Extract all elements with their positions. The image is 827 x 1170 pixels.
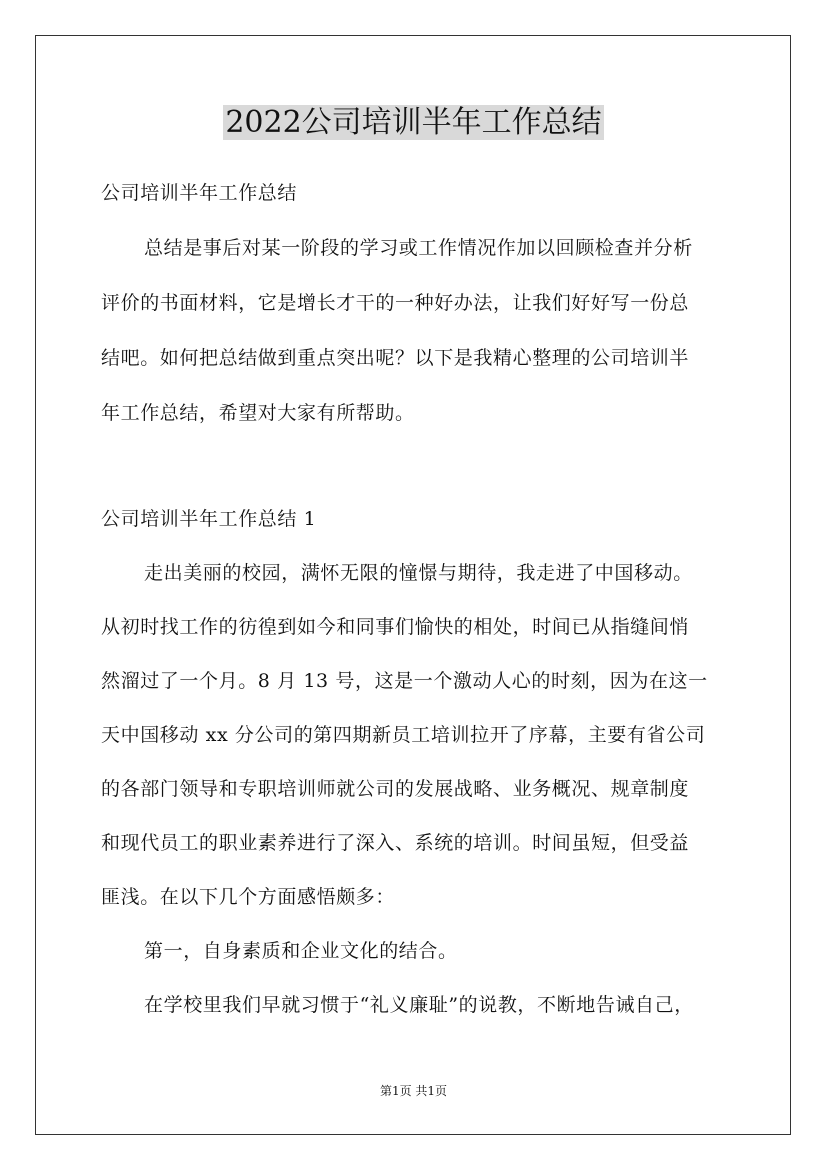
paragraph-line: 第一，自身素质和企业文化的结合。 — [144, 940, 458, 962]
paragraph-line: 和现代员工的职业素养进行了深入、系统的培训。时间虽短，但受益 — [101, 832, 690, 854]
paragraph-line: 走出美丽的校园，满怀无限的憧憬与期待，我走进了中国移动。 — [144, 562, 693, 584]
paragraph-line: 年工作总结，希望对大家有所帮助。 — [101, 402, 415, 424]
document-title-text: 2022公司培训半年工作总结 — [225, 105, 602, 140]
page-footer: 第1页 共1页 — [379, 1084, 448, 1098]
paragraph-line: 从初时找工作的彷徨到如今和同事们愉快的相处，时间已从指缝间悄 — [101, 616, 690, 638]
paragraph-line: 匪浅。在以下几个方面感悟颇多： — [101, 886, 396, 908]
paragraph-line: 总结是事后对某一阶段的学习或工作情况作加以回顾检查并分析 — [144, 237, 693, 259]
paragraph-line: 评价的书面材料，它是增长才干的一种好办法，让我们好好写一份总 — [101, 292, 690, 314]
document-title — [0, 103, 827, 143]
section-heading-intro: 公司培训半年工作总结 — [101, 182, 298, 204]
paragraph-line: 结吧。如何把总结做到重点突出呢？以下是我精心整理的公司培训半 — [101, 347, 690, 369]
paragraph-line: 天中国移动 xx 分公司的第四期新员工培训拉开了序幕，主要有省公司 — [101, 724, 706, 746]
paragraph-line: 的各部门领导和专职培训师就公司的发展战略、业务概况、规章制度 — [101, 778, 690, 800]
paragraph-line: 然溜过了一个月。8 月 13 号，这是一个激动人心的时刻，因为在这一 — [101, 670, 708, 692]
paragraph-line: 在学校里我们早就习惯于“礼义廉耻”的说教，不断地告诫自己， — [144, 994, 694, 1016]
section-heading-1: 公司培训半年工作总结 1 — [101, 508, 317, 530]
